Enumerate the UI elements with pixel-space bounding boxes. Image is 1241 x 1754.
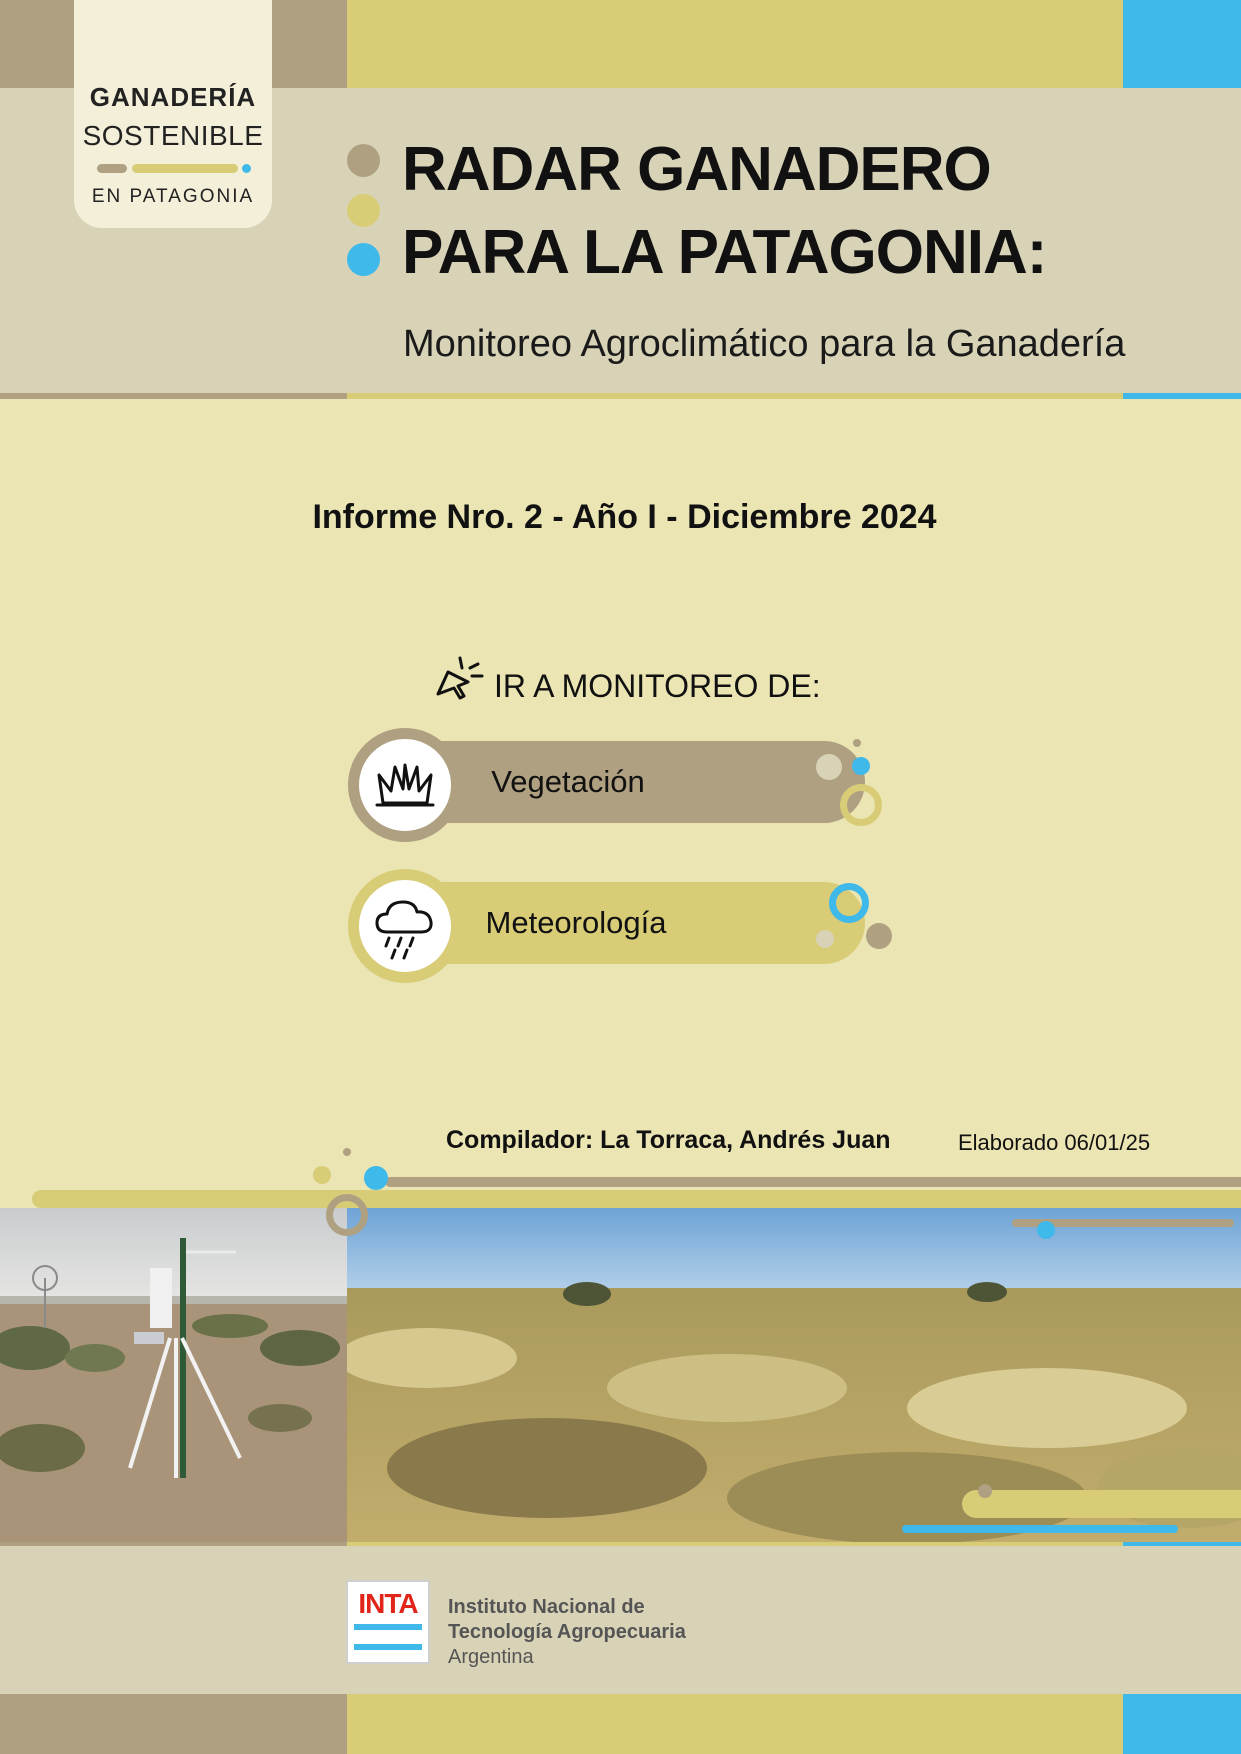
logo-line-2: SOSTENIBLE bbox=[82, 120, 264, 151]
click-pointer-icon bbox=[434, 650, 490, 706]
deco-ring-tan bbox=[326, 1194, 368, 1236]
header-rule-blue bbox=[1123, 393, 1241, 399]
rain-cloud-icon bbox=[359, 880, 451, 972]
inta-logo-wordmark: INTA bbox=[358, 1588, 418, 1619]
deco-ring-yellow bbox=[840, 784, 882, 826]
title-dot-blue bbox=[347, 243, 380, 276]
photo-overlay-pill-yellow bbox=[962, 1490, 1241, 1518]
deco-dot-blue bbox=[852, 757, 870, 775]
footer-rule-tan bbox=[0, 1542, 347, 1546]
top-bar-blue bbox=[1123, 0, 1241, 88]
photo-overlay-dot-tan bbox=[978, 1484, 992, 1498]
bottom-bar-tan bbox=[0, 1694, 347, 1754]
program-logo bbox=[74, 0, 272, 228]
footer-band bbox=[0, 1546, 1241, 1694]
logo-pill-yellow bbox=[132, 164, 238, 173]
logo-pill-tan bbox=[97, 164, 127, 173]
footer-rule-blue bbox=[1123, 1542, 1241, 1546]
inta-logo bbox=[346, 1580, 430, 1664]
report-label: Informe Nro. 2 - Año I - Diciembre 2024 bbox=[312, 498, 937, 536]
deco-dot-gray-2 bbox=[816, 930, 834, 948]
inta-stripe-blue-1 bbox=[354, 1624, 422, 1630]
meteorology-button-label: Meteorología bbox=[485, 905, 667, 940]
page-subtitle: Monitoreo Agroclimático para la Ganadería bbox=[403, 323, 1126, 365]
vegetation-icon-badge[interactable] bbox=[348, 728, 462, 842]
deco-dot-small bbox=[343, 1148, 351, 1156]
logo-dot-blue bbox=[242, 164, 251, 173]
deco-ring-blue bbox=[829, 883, 869, 923]
weather-station-photo bbox=[0, 1208, 347, 1546]
logo-line-1: GANADERÍA bbox=[89, 82, 257, 112]
deco-dot-blue-2 bbox=[364, 1166, 388, 1190]
meteorology-icon-badge[interactable] bbox=[348, 869, 462, 983]
bottom-bar-blue bbox=[1123, 1694, 1241, 1754]
photo-overlay-dot-blue bbox=[1037, 1221, 1055, 1239]
inta-stripe-blue-2 bbox=[354, 1644, 422, 1650]
inta-stripe-white bbox=[354, 1634, 422, 1640]
bottom-bar-yellow bbox=[347, 1694, 1123, 1754]
top-bar-yellow bbox=[347, 0, 1123, 88]
compiler-credit: Compilador: La Torraca, Andrés Juan bbox=[446, 1126, 891, 1154]
inta-name-line-1: Instituto Nacional de bbox=[448, 1596, 645, 1618]
deco-dot-tan bbox=[866, 923, 892, 949]
photo-overlay-line-blue bbox=[902, 1525, 1178, 1533]
inta-name-line-2: Tecnología Agropecuaria bbox=[448, 1621, 686, 1643]
header-rule-yellow bbox=[347, 393, 1123, 399]
deco-dot-gray bbox=[816, 754, 842, 780]
grass-icon bbox=[359, 739, 451, 831]
header-rule-tan bbox=[0, 393, 347, 399]
monitoring-heading: IR A MONITOREO DE: bbox=[494, 668, 821, 704]
photo-band-top-yellow bbox=[32, 1190, 1241, 1208]
photo-band-top-tan bbox=[385, 1177, 1241, 1187]
page-title-line-2: PARA LA PATAGONIA: bbox=[402, 218, 1047, 287]
deco-dot-tiny bbox=[853, 739, 861, 747]
elaboration-date: Elaborado 06/01/25 bbox=[958, 1130, 1151, 1155]
deco-dot-yellow bbox=[313, 1166, 331, 1184]
logo-line-3: EN PATAGONIA bbox=[91, 186, 255, 207]
vegetation-button-label: Vegetación bbox=[491, 764, 645, 799]
inta-country: Argentina bbox=[448, 1646, 534, 1668]
footer-rule-yellow bbox=[347, 1542, 1123, 1546]
page-title-line-1: RADAR GANADERO bbox=[402, 135, 991, 204]
title-dot-tan bbox=[347, 144, 380, 177]
title-dot-yellow bbox=[347, 194, 380, 227]
